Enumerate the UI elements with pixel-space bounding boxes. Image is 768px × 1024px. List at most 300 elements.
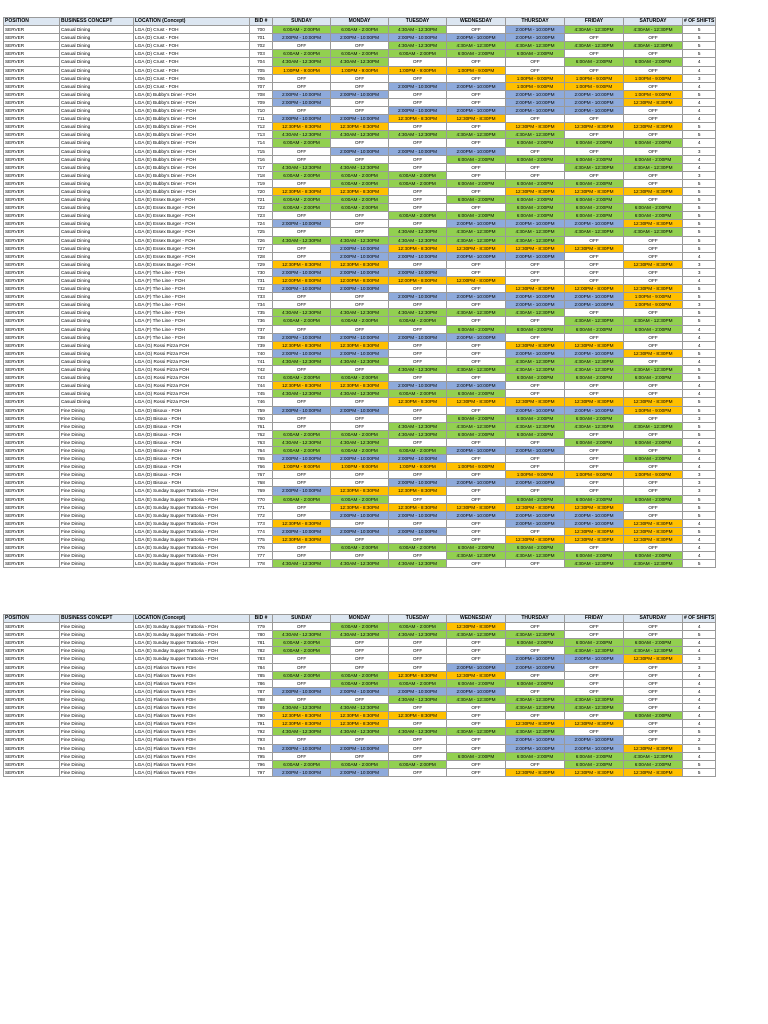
cell-monday: 6:00AM - 2:00PM xyxy=(331,623,389,631)
cell-wednesday: 6:00AM - 2:00PM xyxy=(447,179,506,187)
cell-saturday: OFF xyxy=(624,663,683,671)
cell-business-concept: Fine Dining xyxy=(60,560,134,568)
cell-sunday: 2:00PM - 10:00PM xyxy=(273,527,331,535)
cell-shift-count: 3 xyxy=(683,479,716,487)
cell-friday: 1:00PM - 9:00PM xyxy=(565,471,624,479)
cell-sunday: 6:00AM - 2:00PM xyxy=(273,204,331,212)
cell-monday: 4:30AM - 12:30PM xyxy=(331,631,389,639)
cell-monday: OFF xyxy=(331,663,389,671)
cell-thursday: OFF xyxy=(506,687,565,695)
cell-thursday: 2:00PM - 10:00PM xyxy=(506,519,565,527)
cell-friday: OFF xyxy=(565,712,624,720)
cell-location: LGA (E) Bubby's Diner - FOH xyxy=(134,139,250,147)
cell-bid: 720 xyxy=(250,187,273,195)
cell-monday: 6:00AM - 2:00PM xyxy=(331,196,389,204)
cell-sunday: 2:00PM - 10:00PM xyxy=(273,285,331,293)
cell-location: LGA (G) Flatiron Tavern FOH xyxy=(134,768,250,776)
cell-wednesday: OFF xyxy=(447,487,506,495)
cell-saturday: 4:30AM - 12:30PM xyxy=(624,560,683,568)
cell-business-concept: Casual Dining xyxy=(60,260,134,268)
cell-business-concept: Casual Dining xyxy=(60,147,134,155)
cell-monday: 12:30PM - 8:30PM xyxy=(331,187,389,195)
cell-thursday: 6:00AM - 2:00PM xyxy=(506,374,565,382)
cell-sunday: OFF xyxy=(273,212,331,220)
table-row xyxy=(4,527,716,535)
table-row xyxy=(4,422,716,430)
cell-wednesday: OFF xyxy=(447,123,506,131)
cell-business-concept: Casual Dining xyxy=(60,333,134,341)
cell-friday: 12:30PM - 8:30PM xyxy=(565,503,624,511)
cell-sunday: 2:00PM - 10:00PM xyxy=(273,34,331,42)
cell-monday: 2:00PM - 10:00PM xyxy=(331,285,389,293)
cell-tuesday: OFF xyxy=(389,74,447,82)
col-business-concept: BUSINESS CONCEPT xyxy=(60,18,134,26)
cell-friday: 6:00AM - 2:00PM xyxy=(565,179,624,187)
cell-sunday: 4:30AM - 12:30PM xyxy=(273,390,331,398)
cell-location: LGA (E) Bubby's Diner - FOH xyxy=(134,163,250,171)
cell-saturday: OFF xyxy=(624,631,683,639)
cell-location: LGA (E) Bubby's Diner - FOH xyxy=(134,90,250,98)
cell-tuesday: 6:00AM - 2:00PM xyxy=(389,317,447,325)
cell-bid: 740 xyxy=(250,349,273,357)
cell-saturday: 1:00PM - 9:00PM xyxy=(624,471,683,479)
cell-business-concept: Casual Dining xyxy=(60,196,134,204)
cell-wednesday: OFF xyxy=(447,163,506,171)
cell-position: SERVER xyxy=(4,422,60,430)
cell-location: LGA (D) Crust - FOH xyxy=(134,74,250,82)
table-row xyxy=(4,647,716,655)
col-business-concept: BUSINESS CONCEPT xyxy=(60,615,134,623)
cell-thursday: 12:30PM - 8:30PM xyxy=(506,720,565,728)
cell-sunday: 4:30AM - 12:30PM xyxy=(273,58,331,66)
cell-position: SERVER xyxy=(4,317,60,325)
cell-business-concept: Casual Dining xyxy=(60,349,134,357)
table-row xyxy=(4,503,716,511)
cell-wednesday: 12:30PM - 8:30PM xyxy=(447,671,506,679)
cell-bid: 776 xyxy=(250,544,273,552)
cell-monday: OFF xyxy=(331,639,389,647)
cell-position: SERVER xyxy=(4,123,60,131)
cell-sunday: 4:30AM - 12:30PM xyxy=(273,131,331,139)
cell-tuesday: 12:30PM - 8:30PM xyxy=(389,503,447,511)
cell-sunday: 1:00PM - 9:00PM xyxy=(273,463,331,471)
cell-sunday: OFF xyxy=(273,252,331,260)
col-position: POSITION xyxy=(4,18,60,26)
cell-friday: OFF xyxy=(565,671,624,679)
cell-sunday: 6:00AM - 2:00PM xyxy=(273,171,331,179)
cell-friday: OFF xyxy=(565,687,624,695)
cell-bid: 735 xyxy=(250,309,273,317)
cell-monday: 12:30PM - 8:30PM xyxy=(331,720,389,728)
cell-monday: 2:00PM - 10:00PM xyxy=(331,252,389,260)
table-row xyxy=(4,536,716,544)
cell-wednesday: 2:00PM - 10:00PM xyxy=(447,663,506,671)
cell-business-concept: Fine Dining xyxy=(60,631,134,639)
cell-bid: 700 xyxy=(250,26,273,34)
cell-shift-count: 4 xyxy=(683,752,716,760)
cell-shift-count: 5 xyxy=(683,196,716,204)
cell-location: LGA (D) Bisoux - FOH xyxy=(134,463,250,471)
cell-shift-count: 5 xyxy=(683,220,716,228)
cell-thursday: 6:00AM - 2:00PM xyxy=(506,196,565,204)
cell-position: SERVER xyxy=(4,655,60,663)
cell-tuesday: OFF xyxy=(389,495,447,503)
table-row xyxy=(4,560,716,568)
table-row xyxy=(4,406,716,414)
table-row xyxy=(4,115,716,123)
table-row xyxy=(4,196,716,204)
cell-bid: 767 xyxy=(250,471,273,479)
cell-thursday: 1:00PM - 9:00PM xyxy=(506,471,565,479)
table-row xyxy=(4,704,716,712)
cell-thursday: 4:30AM - 12:30PM xyxy=(506,131,565,139)
cell-saturday: OFF xyxy=(624,446,683,454)
cell-monday: 6:00AM - 2:00PM xyxy=(331,544,389,552)
cell-friday: OFF xyxy=(565,430,624,438)
cell-bid: 733 xyxy=(250,293,273,301)
cell-location: LGA (F) The Line - FOH xyxy=(134,325,250,333)
cell-thursday: 12:30PM - 8:30PM xyxy=(506,503,565,511)
cell-tuesday: 12:30PM - 8:30PM xyxy=(389,712,447,720)
table-row xyxy=(4,66,716,74)
cell-location: LGA (E) Essex Burger - FOH xyxy=(134,220,250,228)
table-row xyxy=(4,544,716,552)
table-row xyxy=(4,495,716,503)
cell-friday: OFF xyxy=(565,50,624,58)
cell-position: SERVER xyxy=(4,487,60,495)
table-row xyxy=(4,382,716,390)
cell-location: LGA (E) Sunday Supper Trattoria - FOH xyxy=(134,647,250,655)
cell-tuesday: OFF xyxy=(389,196,447,204)
cell-sunday: OFF xyxy=(273,623,331,631)
cell-wednesday: 6:00AM - 2:00PM xyxy=(447,212,506,220)
cell-bid: 782 xyxy=(250,647,273,655)
cell-saturday: 1:00PM - 9:00PM xyxy=(624,301,683,309)
cell-wednesday: OFF xyxy=(447,301,506,309)
cell-location: LGA (E) Sunday Supper Trattoria - FOH xyxy=(134,631,250,639)
cell-location: LGA (E) Bubby's Diner - FOH xyxy=(134,155,250,163)
cell-bid: 736 xyxy=(250,317,273,325)
cell-monday: 12:30PM - 8:30PM xyxy=(331,123,389,131)
cell-position: SERVER xyxy=(4,244,60,252)
cell-location: LGA (D) Crust - FOH xyxy=(134,42,250,50)
table-row xyxy=(4,511,716,519)
cell-location: LGA (D) Bisoux - FOH xyxy=(134,406,250,414)
cell-sunday: OFF xyxy=(273,301,331,309)
cell-business-concept: Fine Dining xyxy=(60,655,134,663)
cell-sunday: 6:00AM - 2:00PM xyxy=(273,647,331,655)
cell-bid: 707 xyxy=(250,82,273,90)
table-row xyxy=(4,720,716,728)
cell-thursday: OFF xyxy=(506,171,565,179)
cell-thursday: 2:00PM - 10:00PM xyxy=(506,252,565,260)
cell-monday: 2:00PM - 10:00PM xyxy=(331,268,389,276)
cell-thursday: OFF xyxy=(506,147,565,155)
cell-shift-count: 5 xyxy=(683,187,716,195)
cell-business-concept: Casual Dining xyxy=(60,212,134,220)
cell-shift-count: 5 xyxy=(683,422,716,430)
cell-tuesday: OFF xyxy=(389,374,447,382)
cell-position: SERVER xyxy=(4,366,60,374)
cell-friday: OFF xyxy=(565,631,624,639)
cell-friday: 2:00PM - 10:00PM xyxy=(565,406,624,414)
cell-position: SERVER xyxy=(4,252,60,260)
cell-location: LGA (D) Bisoux - FOH xyxy=(134,422,250,430)
cell-shift-count: 5 xyxy=(683,430,716,438)
table-row xyxy=(4,277,716,285)
cell-bid: 744 xyxy=(250,382,273,390)
cell-thursday: OFF xyxy=(506,560,565,568)
cell-saturday: 6:00AM - 2:00PM xyxy=(624,58,683,66)
cell-sunday: OFF xyxy=(273,471,331,479)
cell-tuesday: 4:30AM - 12:30PM xyxy=(389,560,447,568)
cell-saturday: OFF xyxy=(624,414,683,422)
cell-saturday: 12:30PM - 8:30PM xyxy=(624,655,683,663)
cell-location: LGA (E) Sunday Supper Trattoria - FOH xyxy=(134,623,250,631)
cell-sunday: 2:00PM - 10:00PM xyxy=(273,455,331,463)
cell-thursday: OFF xyxy=(506,527,565,535)
cell-monday: OFF xyxy=(331,519,389,527)
cell-monday: OFF xyxy=(331,647,389,655)
cell-business-concept: Casual Dining xyxy=(60,341,134,349)
cell-location: LGA (D) Bisoux - FOH xyxy=(134,414,250,422)
cell-sunday: OFF xyxy=(273,655,331,663)
cell-location: LGA (E) Essex Burger - FOH xyxy=(134,204,250,212)
cell-monday: 4:30AM - 12:30PM xyxy=(331,163,389,171)
cell-monday: 4:30AM - 12:30PM xyxy=(331,390,389,398)
cell-position: SERVER xyxy=(4,511,60,519)
cell-location: LGA (D) Crust - FOH xyxy=(134,34,250,42)
cell-thursday: 6:00AM - 2:00PM xyxy=(506,204,565,212)
cell-friday: OFF xyxy=(565,131,624,139)
table-row xyxy=(4,90,716,98)
cell-thursday: 4:30AM - 12:30PM xyxy=(506,42,565,50)
cell-business-concept: Fine Dining xyxy=(60,495,134,503)
cell-location: LGA (E) Bubby's Diner - FOH xyxy=(134,98,250,106)
cell-bid: 793 xyxy=(250,736,273,744)
col-wednesday: WEDNESDAY xyxy=(447,615,506,623)
table-row xyxy=(4,171,716,179)
cell-thursday: OFF xyxy=(506,712,565,720)
cell-thursday: 2:00PM - 10:00PM xyxy=(506,663,565,671)
cell-wednesday: 12:30PM - 8:30PM xyxy=(447,115,506,123)
col-thursday: THURSDAY xyxy=(506,615,565,623)
cell-monday: 2:00PM - 10:00PM xyxy=(331,90,389,98)
cell-sunday: OFF xyxy=(273,155,331,163)
cell-position: SERVER xyxy=(4,220,60,228)
cell-wednesday: 2:00PM - 10:00PM xyxy=(447,479,506,487)
table-row xyxy=(4,179,716,187)
cell-tuesday: 1:00PM - 9:00PM xyxy=(389,66,447,74)
cell-wednesday: 2:00PM - 10:00PM xyxy=(447,687,506,695)
table-row xyxy=(4,268,716,276)
cell-saturday: 4:30AM - 12:30PM xyxy=(624,42,683,50)
cell-saturday: OFF xyxy=(624,244,683,252)
cell-location: LGA (F) The Line - FOH xyxy=(134,268,250,276)
cell-tuesday: 4:30AM - 12:30PM xyxy=(389,236,447,244)
cell-tuesday: OFF xyxy=(389,58,447,66)
table-row xyxy=(4,366,716,374)
col-monday: MONDAY xyxy=(331,18,389,26)
cell-saturday: 6:00AM - 2:00PM xyxy=(624,455,683,463)
cell-saturday: 1:00PM - 9:00PM xyxy=(624,74,683,82)
cell-monday: 2:00PM - 10:00PM xyxy=(331,147,389,155)
cell-shift-count: 5 xyxy=(683,349,716,357)
cell-tuesday: OFF xyxy=(389,301,447,309)
table-row xyxy=(4,487,716,495)
cell-bid: 788 xyxy=(250,695,273,703)
cell-thursday: 4:30AM - 12:30PM xyxy=(506,357,565,365)
table-body xyxy=(4,26,716,568)
cell-business-concept: Casual Dining xyxy=(60,90,134,98)
table-row xyxy=(4,446,716,454)
cell-thursday: 6:00AM - 2:00PM xyxy=(506,495,565,503)
cell-tuesday: 2:00PM - 10:00PM xyxy=(389,687,447,695)
cell-business-concept: Casual Dining xyxy=(60,382,134,390)
cell-thursday: OFF xyxy=(506,260,565,268)
cell-business-concept: Casual Dining xyxy=(60,236,134,244)
cell-friday: 6:00AM - 2:00PM xyxy=(565,552,624,560)
cell-sunday: 2:00PM - 10:00PM xyxy=(273,98,331,106)
cell-bid: 730 xyxy=(250,268,273,276)
cell-location: LGA (D) Crust - FOH xyxy=(134,26,250,34)
table-row xyxy=(4,663,716,671)
cell-position: SERVER xyxy=(4,768,60,776)
cell-friday: 4:30AM - 12:30PM xyxy=(565,647,624,655)
cell-position: SERVER xyxy=(4,438,60,446)
cell-monday: 6:00AM - 2:00PM xyxy=(331,671,389,679)
cell-business-concept: Casual Dining xyxy=(60,325,134,333)
cell-wednesday: OFF xyxy=(447,560,506,568)
cell-friday: 2:00PM - 10:00PM xyxy=(565,107,624,115)
col-position: POSITION xyxy=(4,615,60,623)
cell-business-concept: Fine Dining xyxy=(60,430,134,438)
cell-tuesday: 2:00PM - 10:00PM xyxy=(389,333,447,341)
cell-shift-count: 5 xyxy=(683,631,716,639)
col-location: LOCATION (Concept) xyxy=(134,615,250,623)
cell-sunday: OFF xyxy=(273,544,331,552)
cell-bid: 775 xyxy=(250,536,273,544)
cell-business-concept: Fine Dining xyxy=(60,414,134,422)
cell-saturday: OFF xyxy=(624,131,683,139)
cell-friday: 2:00PM - 10:00PM xyxy=(565,349,624,357)
cell-sunday: 4:30AM - 12:30PM xyxy=(273,163,331,171)
cell-shift-count: 5 xyxy=(683,495,716,503)
cell-monday: 2:00PM - 10:00PM xyxy=(331,333,389,341)
cell-saturday: OFF xyxy=(624,679,683,687)
cell-friday: 12:30PM - 8:30PM xyxy=(565,768,624,776)
cell-location: LGA (E) Bubby's Diner - FOH xyxy=(134,123,250,131)
cell-saturday: OFF xyxy=(624,720,683,728)
table-row xyxy=(4,139,716,147)
cell-sunday: 2:00PM - 10:00PM xyxy=(273,268,331,276)
cell-saturday: OFF xyxy=(624,736,683,744)
cell-monday: 4:30AM - 12:30PM xyxy=(331,728,389,736)
cell-tuesday: OFF xyxy=(389,341,447,349)
table-row xyxy=(4,82,716,90)
cell-business-concept: Fine Dining xyxy=(60,406,134,414)
cell-monday: 4:30AM - 12:30PM xyxy=(331,560,389,568)
cell-friday: 4:30AM - 12:30PM xyxy=(565,695,624,703)
cell-tuesday: 6:00AM - 2:00PM xyxy=(389,50,447,58)
cell-business-concept: Casual Dining xyxy=(60,34,134,42)
cell-business-concept: Fine Dining xyxy=(60,712,134,720)
cell-location: LGA (G) Flatiron Tavern FOH xyxy=(134,679,250,687)
cell-sunday: 12:30PM - 8:30PM xyxy=(273,382,331,390)
cell-shift-count: 3 xyxy=(683,147,716,155)
cell-shift-count: 3 xyxy=(683,74,716,82)
cell-position: SERVER xyxy=(4,42,60,50)
cell-saturday: 4:30AM - 12:30PM xyxy=(624,647,683,655)
cell-monday: 6:00AM - 2:00PM xyxy=(331,50,389,58)
table-row xyxy=(4,390,716,398)
cell-tuesday: 12:30PM - 8:30PM xyxy=(389,398,447,406)
cell-friday: 6:00AM - 2:00PM xyxy=(565,438,624,446)
cell-wednesday: 1:00PM - 9:00PM xyxy=(447,66,506,74)
cell-wednesday: 4:30AM - 12:30PM xyxy=(447,236,506,244)
cell-wednesday: OFF xyxy=(447,704,506,712)
col-saturday: SATURDAY xyxy=(624,18,683,26)
cell-tuesday: 4:30AM - 12:30PM xyxy=(389,131,447,139)
table-row xyxy=(4,204,716,212)
cell-saturday: OFF xyxy=(624,671,683,679)
cell-shift-count: 5 xyxy=(683,511,716,519)
cell-monday: 6:00AM - 2:00PM xyxy=(331,446,389,454)
table-row xyxy=(4,252,716,260)
cell-position: SERVER xyxy=(4,90,60,98)
cell-monday: OFF xyxy=(331,752,389,760)
cell-position: SERVER xyxy=(4,277,60,285)
cell-sunday: 4:30AM - 12:30PM xyxy=(273,728,331,736)
cell-tuesday: OFF xyxy=(389,438,447,446)
cell-location: LGA (F) The Line - FOH xyxy=(134,301,250,309)
cell-business-concept: Fine Dining xyxy=(60,552,134,560)
cell-location: LGA (G) Flatiron Tavern FOH xyxy=(134,744,250,752)
cell-shift-count: 4 xyxy=(683,155,716,163)
cell-sunday: OFF xyxy=(273,179,331,187)
cell-location: LGA (G) Rossi Pizza FOH xyxy=(134,374,250,382)
cell-thursday: 2:00PM - 10:00PM xyxy=(506,26,565,34)
cell-business-concept: Casual Dining xyxy=(60,398,134,406)
cell-thursday: 12:30PM - 8:30PM xyxy=(506,536,565,544)
cell-monday: 6:00AM - 2:00PM xyxy=(331,679,389,687)
cell-saturday: 4:30AM - 12:30PM xyxy=(624,317,683,325)
cell-sunday: OFF xyxy=(273,74,331,82)
cell-thursday: 6:00AM - 2:00PM xyxy=(506,212,565,220)
cell-saturday: 6:00AM - 2:00PM xyxy=(624,155,683,163)
cell-business-concept: Fine Dining xyxy=(60,687,134,695)
cell-position: SERVER xyxy=(4,671,60,679)
cell-bid: 727 xyxy=(250,244,273,252)
cell-business-concept: Fine Dining xyxy=(60,720,134,728)
cell-bid: 789 xyxy=(250,704,273,712)
table-row xyxy=(4,42,716,50)
cell-bid: 725 xyxy=(250,228,273,236)
cell-bid: 743 xyxy=(250,374,273,382)
table-row xyxy=(4,671,716,679)
cell-shift-count: 4 xyxy=(683,107,716,115)
cell-bid: 705 xyxy=(250,66,273,74)
cell-position: SERVER xyxy=(4,406,60,414)
cell-bid: 722 xyxy=(250,204,273,212)
cell-friday: OFF xyxy=(565,66,624,74)
cell-saturday: OFF xyxy=(624,82,683,90)
cell-tuesday: OFF xyxy=(389,139,447,147)
cell-bid: 766 xyxy=(250,463,273,471)
cell-business-concept: Casual Dining xyxy=(60,277,134,285)
cell-business-concept: Casual Dining xyxy=(60,390,134,398)
cell-bid: 783 xyxy=(250,655,273,663)
